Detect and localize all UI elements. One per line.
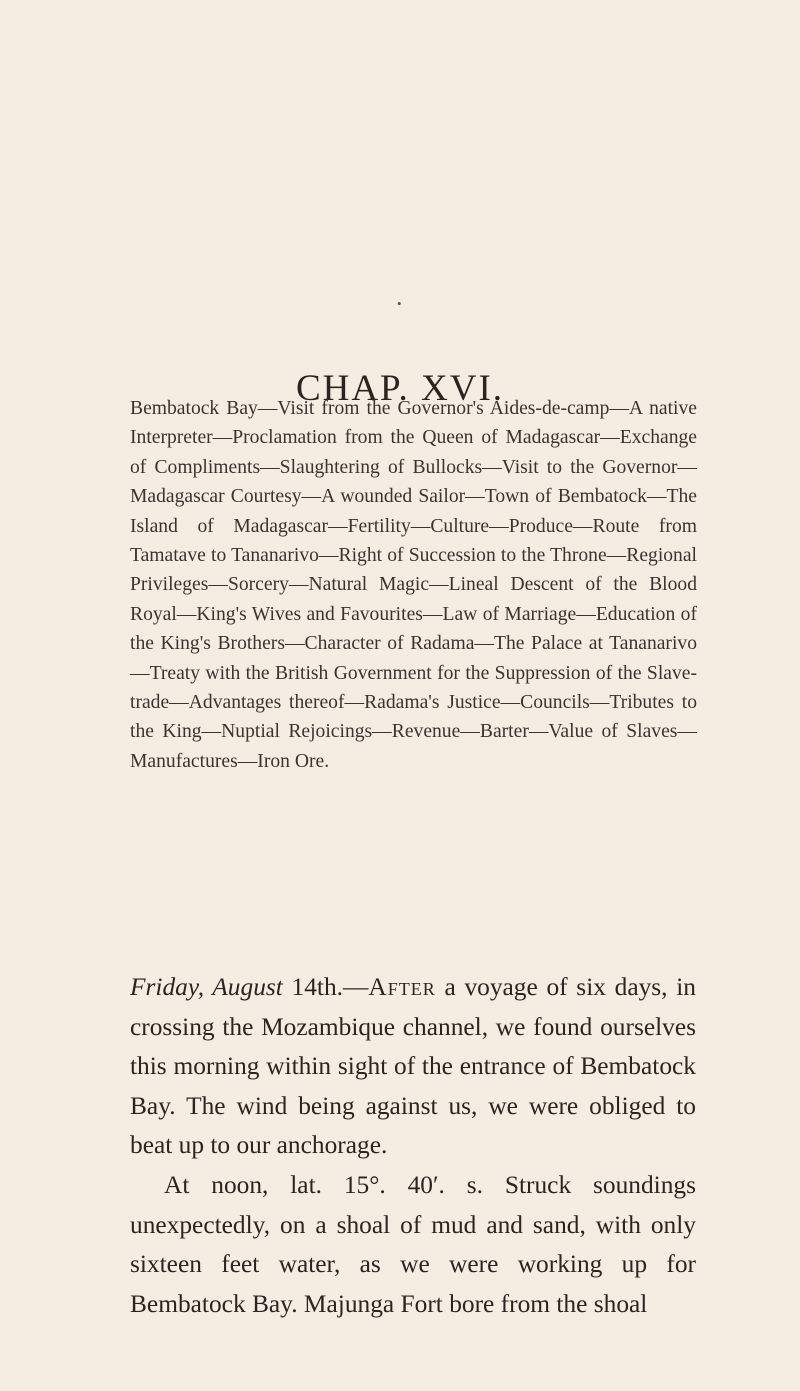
paragraph-1 <box>130 968 696 1166</box>
chapter-title: CHAP. XVI. <box>295 367 505 409</box>
paragraph-2: At noon, lat. 15°. 40′. s. Struck soundings unexpectedly, on a shoal of mud and sand, with only sixteen feet water, as we were working up for Bembatock Bay. Majunga Fort bore from the shoal <box>130 1170 696 1318</box>
chapter-synopsis: Bembatock Bay—Visit from the Governor's Aides-de-camp—A native Interpreter—Proclamation from the Queen of Madagascar—Exchange of Compliments—Slaughtering of Bullocks—Visit to the Governor—Madagascar Courtesy—A wounded Sailor—Town of Bembatock—The Island of Madagascar—Fertility—Culture—Produce—Route from Tamatave to Tananarivo—Right of Succession to the Throne—Regional Privileges—Sorcery—Natural Magic—Lineal Descent of the Blood Royal—King's Wives and Favourites—Law of Marriage—Education of the King's Brothers—Character of Radama—The Palace at Tananarivo—Treaty with the British Government for the Suppression of the Slave-trade—Advantages thereof—Radama's Justice—Councils—Tributes to the King—Nuptial Rejoicings—Revenue—Barter—Value of Slaves—Manufactures—Iron Ore. <box>130 398 697 772</box>
body-text <box>130 968 696 1324</box>
entry-first-word: After <box>368 973 436 1001</box>
entry-date-day: 14th.— <box>282 973 369 1001</box>
entry-date: Friday, August <box>130 973 283 1001</box>
page-mark: • <box>397 296 402 311</box>
paragraph-1-text: a voyage of six days, in crossing the Mozambique channel, we found ourselves this morning within sight of the entrance of Bembatock Bay. The wind being against us, we were obliged to beat up to our anchorage. <box>130 973 696 1160</box>
